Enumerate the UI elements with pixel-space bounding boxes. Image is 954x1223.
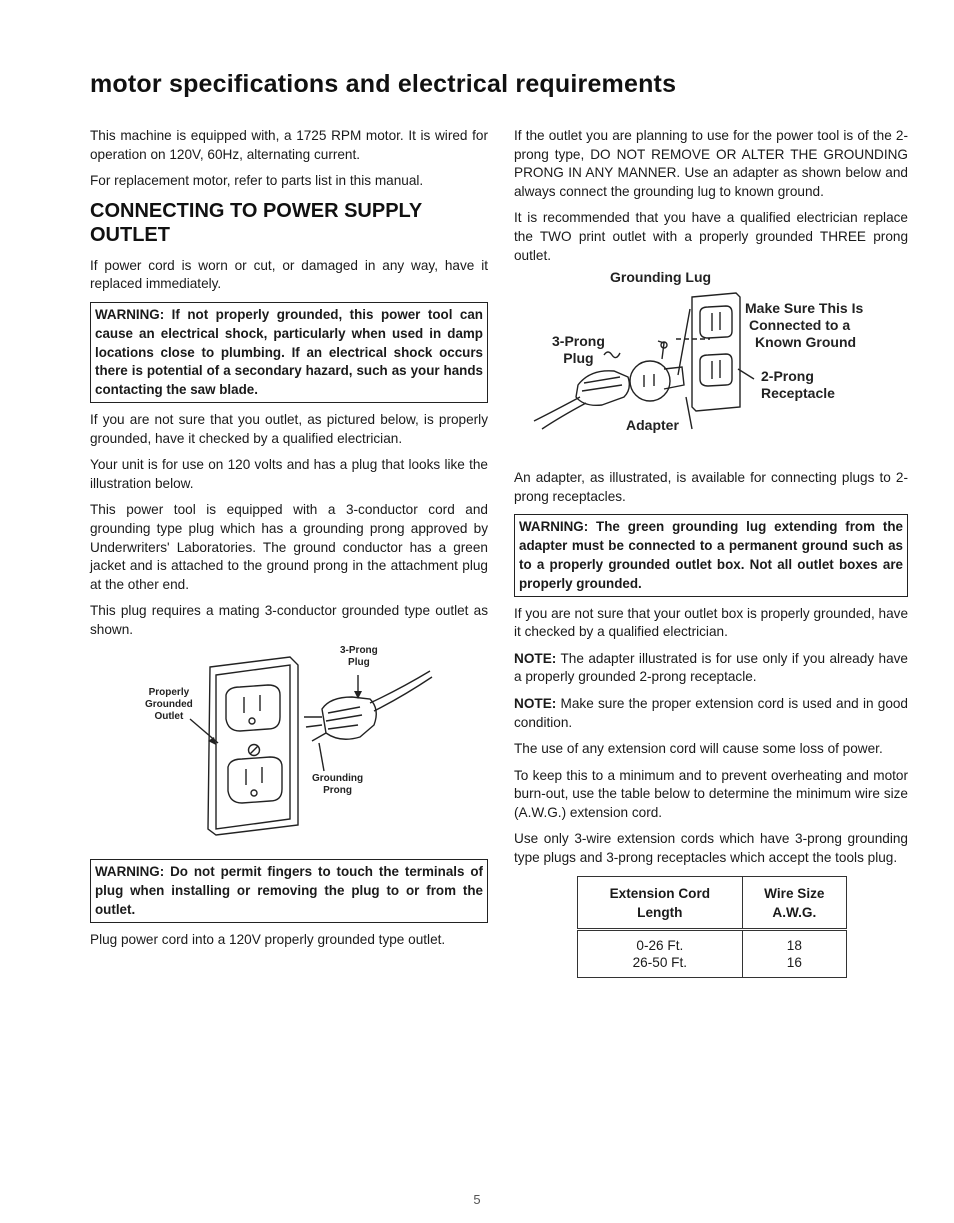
left-column (90, 127, 488, 957)
outlet-label: Properly Grounded Outlet (145, 687, 193, 723)
note-adapter-paragraph (514, 650, 908, 687)
prong-label: Grounding Prong (312, 773, 364, 797)
page-number: 5 (473, 1192, 481, 1207)
table-row (578, 929, 847, 954)
table-cell-awg: 16 (742, 954, 846, 978)
outlet-check-paragraph: If you are not sure that you outlet, as pictured below, is properly grounded, have it checked by a qualified electrician. (90, 411, 488, 446)
note-label: NOTE: (514, 650, 557, 666)
power-loss-paragraph: The use of any extension cord will cause some loss of power. (514, 741, 883, 757)
table-header-length: Extension Cord Length (578, 876, 743, 929)
note-text: The adapter illustrated is for use only if you already have a properly grounded 2-prong receptacle. (514, 650, 908, 685)
replacement-motor-paragraph: For replacement motor, refer to parts list in this manual. (90, 173, 424, 189)
right-column (514, 127, 908, 978)
table-cell-awg: 18 (742, 929, 846, 954)
terminals-warning-box: WARNING: Do not permit fingers to touch the terminals of plug when installing or removing the plug to or from the outlet. (90, 859, 488, 922)
grounded-outlet-figure (90, 647, 488, 847)
extension-cord-table (577, 876, 847, 978)
table-cell-length: 0-26 Ft. (578, 929, 743, 954)
three-wire-paragraph: Use only 3-wire extension cords which have 3-prong grounding type plugs and 3-prong receptacles which accept the tools plug. (514, 831, 908, 866)
adapter-availability-paragraph: An adapter, as illustrated, is available for connecting plugs to 2-prong receptacles. (514, 470, 908, 504)
plug-in-paragraph: Plug power cord into a 120V properly grounded type outlet. (90, 931, 446, 947)
grounded-outlet-illustration (90, 647, 488, 847)
adapter-figure (514, 269, 908, 457)
known-ground-label: Make Sure This Is Connected to a Known Ground (745, 300, 864, 350)
note-extension-paragraph (514, 695, 908, 732)
note-label: NOTE: (514, 695, 557, 711)
note-text: Make sure the proper extension cord is used and in good condition. (514, 695, 908, 730)
plug-label: 3-Prong Plug (340, 645, 378, 669)
table-header-row (578, 876, 847, 929)
two-prong-paragraph: If the outlet you are planning to use for the power tool is of the 2-prong type, DO NOT REMOVE OR ALTER THE GROUNDING PRONG IN ANY MANNER. Use an adapter as shown below and always connect the grounding lug to known ground. (514, 128, 908, 199)
grounding-lug-label: Grounding Lug (610, 269, 712, 286)
two-prong-receptacle-label: 2-Prong Receptacle (761, 368, 835, 401)
table-header-wire-size: Wire Size A.W.G. (742, 876, 846, 929)
three-conductor-paragraph: This power tool is equipped with a 3-conductor cord and grounding type plug which has a grounding prong approved by Underwriters' Laboratories. The ground conductor has a green jacket and is attached to the ground prong in the attachment plug at the other end. (90, 502, 488, 592)
section-heading-power-supply: CONNECTING TO POWER SUPPLY OUTLET (90, 199, 422, 246)
power-cord-paragraph: If power cord is worn or cut, or damaged in any way, have it replaced immediately. (90, 257, 488, 292)
grounding-lug-warning-box: WARNING: The green grounding lug extending from the adapter must be connected to a permanent ground such as to a properly grounded outlet box. Not all outlet boxes are properly grounded. (514, 514, 908, 596)
page-title: motor specifications and electrical requirements (90, 70, 677, 98)
table-cell-length: 26-50 Ft. (578, 954, 743, 978)
three-prong-plug-label: 3-Prong Plug (552, 333, 605, 366)
outlet-box-paragraph: If you are not sure that your outlet box is properly grounded, have it checked by a qualified electrician. (514, 605, 908, 640)
electrician-paragraph: It is recommended that you have a qualified electrician replace the TWO print outlet with a properly grounded THREE prong outlet. (514, 210, 908, 263)
grounding-warning-box: WARNING: If not properly grounded, this power tool can cause an electrical shock, particularly when used in damp locations close to plumbing. If an electrical shock occurs there is potential of a secondary hazard, such as your hands contacting the saw blade. (90, 302, 488, 403)
motor-spec-paragraph: This machine is equipped with, a 1725 RPM motor. It is wired for operation on 120V, 60Hz, alternating current. (90, 128, 488, 162)
mating-outlet-paragraph: This plug requires a mating 3-conductor grounded type outlet as shown. (90, 603, 488, 637)
table-row (578, 954, 847, 978)
adapter-label: Adapter (626, 417, 679, 434)
overheating-paragraph: To keep this to a minimum and to prevent overheating and motor burn-out, use the table below to determine the minimum wire size (A.W.G.) extension cord. (514, 767, 908, 820)
voltage-paragraph: Your unit is for use on 120 volts and has a plug that looks like the illustration below. (90, 457, 488, 491)
